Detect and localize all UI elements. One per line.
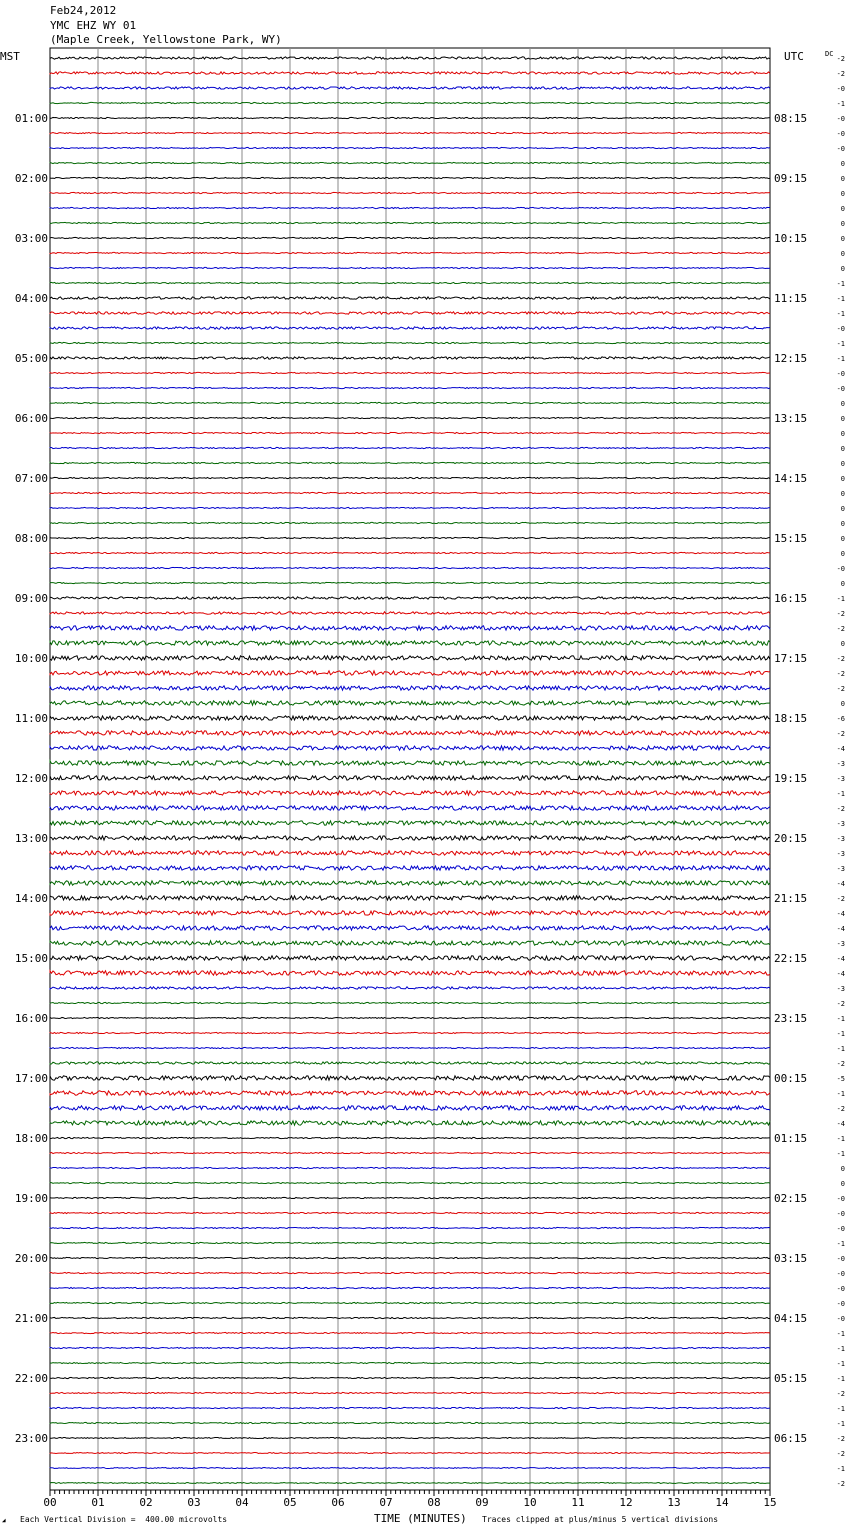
trace-row <box>50 1302 770 1303</box>
dc-offset-label: 0 <box>840 700 845 708</box>
dc-offset-label: -2 <box>836 730 845 738</box>
dc-offset-label: 0 <box>840 550 845 558</box>
dc-offset-label: -0 <box>836 565 845 573</box>
trace-row <box>50 1453 770 1454</box>
utc-hour-label: 19:15 <box>774 772 808 785</box>
utc-hour-label: 05:15 <box>774 1372 808 1385</box>
trace-row <box>50 1197 770 1198</box>
trace-row <box>50 582 770 583</box>
dc-offset-label: -1 <box>836 1150 845 1158</box>
trace-row <box>50 462 770 463</box>
dc-offset-label: 0 <box>840 490 845 498</box>
x-tick-label: 09 <box>475 1496 489 1509</box>
trace-row <box>50 987 770 989</box>
dc-offset-label: -2 <box>836 1480 845 1488</box>
utc-hour-label: 20:15 <box>774 832 808 845</box>
x-tick-label: 10 <box>523 1496 537 1509</box>
dc-offset-label: 0 <box>840 220 845 228</box>
dc-offset-label: 0 <box>840 175 845 183</box>
trace-row <box>50 731 770 735</box>
utc-hour-label: 22:15 <box>774 952 808 965</box>
trace-row <box>50 1106 770 1110</box>
trace-row <box>50 297 770 299</box>
dc-offset-label: -0 <box>836 1315 845 1323</box>
dc-offset-label: -3 <box>836 940 845 948</box>
trace-row <box>50 522 770 523</box>
mst-hour-label: 19:00 <box>14 1192 48 1205</box>
utc-hour-label: 04:15 <box>774 1312 808 1325</box>
dc-offset-label: 0 <box>840 580 845 588</box>
dc-offset-label: -0 <box>836 130 845 138</box>
dc-offset-label: -4 <box>836 1120 845 1128</box>
dc-offset-label: -1 <box>836 355 845 363</box>
trace-row <box>50 387 770 388</box>
utc-hour-label: 12:15 <box>774 352 808 365</box>
mst-hour-labels <box>15 112 48 1445</box>
dc-offset-label: 0 <box>840 520 845 528</box>
dc-offset-label: -1 <box>836 1045 845 1053</box>
trace-row <box>50 1032 770 1033</box>
trace-row <box>50 207 770 208</box>
dc-offset-label: -2 <box>836 685 845 693</box>
dc-offset-label: 0 <box>840 250 845 258</box>
station-label: YMC EHZ WY 01 <box>50 18 137 32</box>
utc-hour-label: 13:15 <box>774 412 808 425</box>
utc-hour-label: 16:15 <box>774 592 808 605</box>
trace-row <box>50 1468 770 1469</box>
dc-offset-label: -2 <box>836 805 845 813</box>
trace-row <box>50 1182 770 1183</box>
dc-offset-label: -0 <box>836 145 845 153</box>
x-tick-label: 01 <box>91 1496 105 1509</box>
mst-hour-label: 22:00 <box>14 1372 48 1385</box>
trace-row <box>50 1062 770 1064</box>
trace-row <box>50 746 770 750</box>
trace-row <box>50 1242 770 1243</box>
trace-row <box>50 671 770 675</box>
dc-offset-label: -3 <box>836 985 845 993</box>
mst-hour-label: 23:00 <box>14 1432 48 1445</box>
trace-row <box>50 1272 770 1273</box>
trace-row <box>50 956 770 960</box>
trace-row <box>50 1483 770 1484</box>
trace-row <box>50 821 770 825</box>
dc-label: DC <box>825 50 834 58</box>
trace-row <box>50 1438 770 1439</box>
x-tick-label: 13 <box>667 1496 681 1509</box>
trace-row <box>50 372 770 373</box>
dc-offset-label: -2 <box>836 670 845 678</box>
utc-hour-labels <box>774 112 807 1445</box>
mst-zone-label: MST <box>0 50 20 63</box>
trace-row <box>50 117 770 118</box>
x-tick-label: 04 <box>235 1496 249 1509</box>
trace-row <box>50 72 770 74</box>
utc-hour-label: 06:15 <box>774 1432 808 1445</box>
trace-row <box>50 656 770 660</box>
mst-hour-label: 08:00 <box>14 532 48 545</box>
x-tick-label: 08 <box>427 1496 441 1509</box>
trace-row <box>50 1407 770 1408</box>
dc-offset-label: -1 <box>836 340 845 348</box>
x-tick-label: 05 <box>283 1496 297 1509</box>
trace-row <box>50 1257 770 1258</box>
mst-hour-label: 16:00 <box>14 1012 48 1025</box>
dc-offset-label: 0 <box>840 640 845 648</box>
trace-row <box>50 132 770 133</box>
trace-row <box>50 896 770 900</box>
dc-offset-label: 0 <box>840 235 845 243</box>
trace-row <box>50 612 770 614</box>
trace-row <box>50 911 770 915</box>
dc-offset-label: -0 <box>836 1195 845 1203</box>
trace-row <box>50 597 770 599</box>
location-label: (Maple Creek, Yellowstone Park, WY) <box>50 33 282 46</box>
dc-offset-label: -2 <box>836 70 845 78</box>
dc-offset-label: 0 <box>840 205 845 213</box>
trace-row <box>50 1392 770 1393</box>
dc-offset-label: -4 <box>836 970 845 978</box>
dc-offset-label: -4 <box>836 925 845 933</box>
x-axis-title: TIME (MINUTES) <box>374 1512 467 1525</box>
dc-offset-label: -1 <box>836 1015 845 1023</box>
x-tick-label: 07 <box>379 1496 393 1509</box>
trace-row <box>50 1317 770 1318</box>
dc-offset-label: 0 <box>840 535 845 543</box>
trace-row <box>50 342 770 343</box>
mst-hour-label: 11:00 <box>14 712 48 725</box>
utc-hour-label: 00:15 <box>774 1072 808 1085</box>
utc-hour-label: 10:15 <box>774 232 808 245</box>
dc-offset-label: -0 <box>836 370 845 378</box>
dc-offset-label: 0 <box>840 160 845 168</box>
dc-offset-label: -1 <box>836 1090 845 1098</box>
trace-row <box>50 1212 770 1213</box>
utc-hour-label: 14:15 <box>774 472 808 485</box>
utc-hour-label: 15:15 <box>774 532 808 545</box>
dc-offset-label: 0 <box>840 505 845 513</box>
x-tick-label: 02 <box>139 1496 153 1509</box>
trace-row <box>50 716 770 720</box>
dc-offset-label: -0 <box>836 85 845 93</box>
dc-offset-label: 0 <box>840 1180 845 1188</box>
dc-offset-label: -4 <box>836 745 845 753</box>
dc-offset-label: -0 <box>836 385 845 393</box>
trace-row <box>50 252 770 253</box>
dc-offset-label: -4 <box>836 910 845 918</box>
dc-offset-label: 0 <box>840 430 845 438</box>
mst-hour-label: 07:00 <box>14 472 48 485</box>
trace-row <box>50 866 770 870</box>
mst-hour-label: 05:00 <box>14 352 48 365</box>
trace-row <box>50 1287 770 1288</box>
dc-offset-label: -3 <box>836 865 845 873</box>
trace-row <box>50 1076 770 1080</box>
dc-offset-label: 0 <box>840 400 845 408</box>
utc-hour-label: 17:15 <box>774 652 808 665</box>
dc-offset-label: -1 <box>836 1345 845 1353</box>
dc-offset-label: -1 <box>836 100 845 108</box>
trace-row <box>50 626 770 630</box>
dc-offset-label: -0 <box>836 1225 845 1233</box>
utc-hour-label: 09:15 <box>774 172 808 185</box>
dc-offset-label: -1 <box>836 1405 845 1413</box>
mst-hour-label: 21:00 <box>14 1312 48 1325</box>
x-tick-label: 06 <box>331 1496 345 1509</box>
trace-row <box>50 537 770 538</box>
dc-offset-label: -2 <box>836 625 845 633</box>
x-tick-label: 00 <box>43 1496 57 1509</box>
trace-row <box>50 1047 770 1048</box>
trace-row <box>50 357 770 359</box>
dc-offset-label: 0 <box>840 1165 845 1173</box>
trace-row <box>50 87 770 89</box>
trace-row <box>50 1422 770 1423</box>
trace-row <box>50 1332 770 1333</box>
dc-offset-label: -2 <box>836 655 845 663</box>
trace-row <box>50 282 770 283</box>
mst-hour-label: 12:00 <box>14 772 48 785</box>
vertical-division-note: Each Vertical Division = 400.00 microvolts <box>20 1515 228 1524</box>
utc-hour-label: 18:15 <box>774 712 808 725</box>
date-label: Feb24,2012 <box>50 4 117 17</box>
trace-row <box>50 1121 770 1125</box>
plot-frame <box>50 48 770 1490</box>
dc-offset-label: -0 <box>836 1285 845 1293</box>
dc-offset-label: -2 <box>836 895 845 903</box>
trace-row <box>50 147 770 148</box>
trace-row <box>50 417 770 418</box>
utc-hour-label: 01:15 <box>774 1132 808 1145</box>
trace-row <box>50 567 770 568</box>
trace-row <box>50 881 770 885</box>
mst-hour-label: 09:00 <box>14 592 48 605</box>
dc-offset-label: -1 <box>836 1330 845 1338</box>
dc-offset-label: -3 <box>836 760 845 768</box>
x-tick-label: 03 <box>187 1496 201 1509</box>
dc-offset-label: 0 <box>840 190 845 198</box>
trace-row <box>50 701 770 705</box>
trace-row <box>50 971 770 975</box>
trace-row <box>50 102 770 103</box>
dc-offset-label: -6 <box>836 715 845 723</box>
dc-offset-label: -1 <box>836 1030 845 1038</box>
trace-row <box>50 1227 770 1228</box>
corner-mark-icon: ◢ <box>2 1517 6 1524</box>
dc-offset-label: -5 <box>836 1075 845 1083</box>
dc-offset-label: -1 <box>836 790 845 798</box>
mst-hour-label: 18:00 <box>14 1132 48 1145</box>
x-tick-label: 11 <box>571 1496 585 1509</box>
clip-note: Traces clipped at plus/minus 5 vertical divisions <box>482 1515 719 1524</box>
trace-row <box>50 1167 770 1168</box>
plot-grid <box>50 48 770 1490</box>
trace-row <box>50 492 770 493</box>
dc-offset-label: 0 <box>840 475 845 483</box>
time-axis <box>43 1490 776 1509</box>
trace-row <box>50 1137 770 1138</box>
dc-offset-label: -2 <box>836 1435 845 1443</box>
dc-offset-label: -3 <box>836 820 845 828</box>
utc-hour-label: 08:15 <box>774 112 808 125</box>
trace-row <box>50 1002 770 1003</box>
dc-offset-label: -4 <box>836 880 845 888</box>
mst-hour-label: 20:00 <box>14 1252 48 1265</box>
dc-offset-label: 0 <box>840 265 845 273</box>
trace-row <box>50 1377 770 1378</box>
dc-offset-label: -2 <box>836 610 845 618</box>
utc-hour-label: 03:15 <box>774 1252 808 1265</box>
trace-row <box>50 552 770 553</box>
trace-row <box>50 926 770 930</box>
dc-offset-label: -2 <box>836 1000 845 1008</box>
dc-offset-label: -0 <box>836 1270 845 1278</box>
mst-hour-label: 04:00 <box>14 292 48 305</box>
trace-row <box>50 761 770 765</box>
utc-hour-label: 02:15 <box>774 1192 808 1205</box>
trace-row <box>50 237 770 238</box>
dc-offset-label: -2 <box>836 1450 845 1458</box>
dc-offset-label: -2 <box>836 1390 845 1398</box>
trace-row <box>50 806 770 810</box>
utc-hour-label: 23:15 <box>774 1012 808 1025</box>
dc-offset-label: -3 <box>836 850 845 858</box>
dc-offset-label: -0 <box>836 1300 845 1308</box>
trace-row <box>50 477 770 478</box>
trace-row <box>50 222 770 223</box>
dc-offset-labels <box>837 55 845 1488</box>
x-tick-label: 12 <box>619 1496 633 1509</box>
dc-offset-label: -1 <box>836 1360 845 1368</box>
trace-row <box>50 941 770 945</box>
trace-row <box>50 836 770 840</box>
dc-offset-label: 0 <box>840 460 845 468</box>
mst-hour-label: 06:00 <box>14 412 48 425</box>
trace-row <box>50 177 770 178</box>
dc-offset-label: -1 <box>836 1420 845 1428</box>
x-tick-label: 14 <box>715 1496 729 1509</box>
trace-row <box>50 312 770 314</box>
mst-hour-label: 13:00 <box>14 832 48 845</box>
dc-offset-label: -2 <box>836 1060 845 1068</box>
trace-row <box>50 1091 770 1095</box>
trace-group <box>50 57 770 1484</box>
dc-offset-label: -1 <box>836 1135 845 1143</box>
mst-hour-label: 15:00 <box>14 952 48 965</box>
trace-row <box>50 162 770 163</box>
trace-row <box>50 851 770 855</box>
trace-row <box>50 791 770 795</box>
trace-row <box>50 447 770 448</box>
trace-row <box>50 507 770 508</box>
dc-offset-label: -2 <box>836 1105 845 1113</box>
utc-hour-label: 21:15 <box>774 892 808 905</box>
trace-row <box>50 267 770 268</box>
trace-row <box>50 327 770 329</box>
trace-row <box>50 1152 770 1153</box>
dc-offset-label: -1 <box>836 295 845 303</box>
mst-hour-label: 02:00 <box>14 172 48 185</box>
dc-offset-label: 0 <box>840 415 845 423</box>
dc-offset-label: -1 <box>836 1375 845 1383</box>
dc-offset-label: -1 <box>836 1465 845 1473</box>
dc-offset-label: 0 <box>840 445 845 453</box>
dc-offset-label: -1 <box>836 1240 845 1248</box>
dc-offset-label: -3 <box>836 775 845 783</box>
dc-offset-label: -0 <box>836 115 845 123</box>
trace-row <box>50 192 770 193</box>
dc-offset-label: -0 <box>836 1255 845 1263</box>
dc-offset-label: -2 <box>836 55 845 63</box>
mst-hour-label: 01:00 <box>14 112 48 125</box>
trace-row <box>50 432 770 433</box>
trace-row <box>50 402 770 403</box>
utc-zone-label: UTC <box>784 50 804 63</box>
trace-row <box>50 57 770 59</box>
mst-hour-label: 03:00 <box>14 232 48 245</box>
dc-offset-label: -1 <box>836 310 845 318</box>
utc-hour-label: 11:15 <box>774 292 808 305</box>
dc-offset-label: -1 <box>836 280 845 288</box>
x-tick-label: 15 <box>763 1496 777 1509</box>
dc-offset-label: -4 <box>836 955 845 963</box>
dc-offset-label: -0 <box>836 1210 845 1218</box>
mst-hour-label: 14:00 <box>14 892 48 905</box>
mst-hour-label: 10:00 <box>14 652 48 665</box>
dc-offset-label: -1 <box>836 595 845 603</box>
trace-row <box>50 776 770 780</box>
trace-row <box>50 686 770 690</box>
trace-row <box>50 641 770 645</box>
dc-offset-label: -0 <box>836 325 845 333</box>
trace-row <box>50 1017 770 1018</box>
dc-offset-label: -3 <box>836 835 845 843</box>
mst-hour-label: 17:00 <box>14 1072 48 1085</box>
trace-row <box>50 1362 770 1363</box>
trace-row <box>50 1347 770 1348</box>
